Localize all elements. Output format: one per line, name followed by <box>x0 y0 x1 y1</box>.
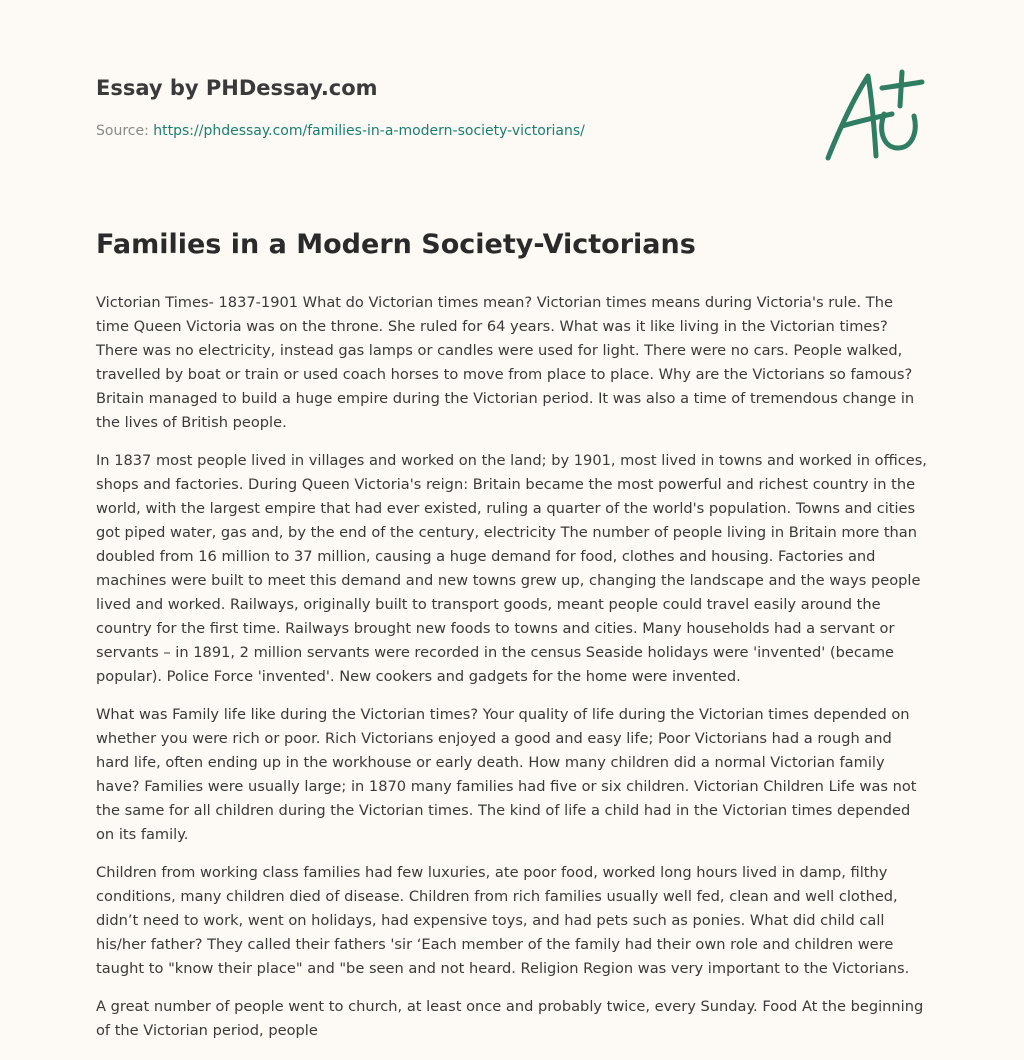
essay-title: Families in a Modern Society-Victorians <box>96 229 696 260</box>
page-header <box>96 0 928 200</box>
essay-paragraph: Children from working class families had few luxuries, ate poor food, worked long hours lived in damp, filthy conditions, many children died of disease. Children from rich families usually well fed, clean and well clothed, didn’t need to work, went on holidays, had expensive toys, and had pets such as ponies. What did child call his/her father? They called their fathers 'sir ‘Each member of the family had their own role and children were taught to "know their place" and "be seen and not heard. Religion Region was very important to the Victorians. <box>96 864 910 977</box>
source-label: Source: <box>96 123 154 139</box>
source-link[interactable]: https://phdessay.com/families-in-a-modern-society-victorians/ <box>153 123 585 139</box>
essay-article <box>96 225 928 1057</box>
source-line <box>96 123 585 139</box>
essay-paragraph: Victorian Times- 1837-1901 What do Victorian times mean? Victorian times means during Victoria's rule. The time Queen Victoria was on the throne. She ruled for 64 years. What was it like living in the Victorian times? There was no electricity, instead gas lamps or candles were used for light. There were no cars. People walked, travelled by boat or train or used coach horses to move from place to place. Why are the Victorians so famous? Britain managed to build a huge empire during the Victorian period. It was also a time of tremendous change in the lives of British people. <box>96 294 915 431</box>
essay-paragraph: In 1837 most people lived in villages and worked on the land; by 1901, most lived in towns and worked in offices, shops and factories. During Queen Victoria's reign: Britain became the most powerful and richest country in the world, with the largest empire that had ever existed, ruling a quarter of the world's population. Towns and cities got piped water, gas and, by the end of the century, electricity The number of people living in Britain more than doubled from 16 million to 37 million, causing a huge demand for food, clothes and housing. Factories and machines were built to meet this demand and new towns grew up, changing the landscape and the ways people lived and worked. Railways, originally built to transport goods, meant people could travel easily around the country for the first time. Railways brought new foods to towns and cities. Many households had a servant or servants – in 1891, 2 million servants were recorded in the census Seaside holidays were 'invented' (became popular). Police Force 'invented'. New cookers and gadgets for the home were invented. <box>96 452 927 685</box>
a-plus-logo-icon <box>822 66 926 166</box>
site-title: Essay by PHDessay.com <box>96 76 378 100</box>
essay-paragraph: A great number of people went to church, at least once and probably twice, every Sunday. Food At the beginning of the Victorian period, people <box>96 998 924 1039</box>
essay-paragraph: What was Family life like during the Victorian times? Your quality of life during the Victorian times depended on whether you were rich or poor. Rich Victorians enjoyed a good and easy life; Poor Victorians had a rough and hard life, often ending up in the workhouse or early death. How many children did a normal Victorian family have? Families were usually large; in 1870 many families had five or six children. Victorian Children Life was not the same for all children during the Victorian times. The kind of life a child had in the Victorian times depended on its family. <box>96 706 917 843</box>
